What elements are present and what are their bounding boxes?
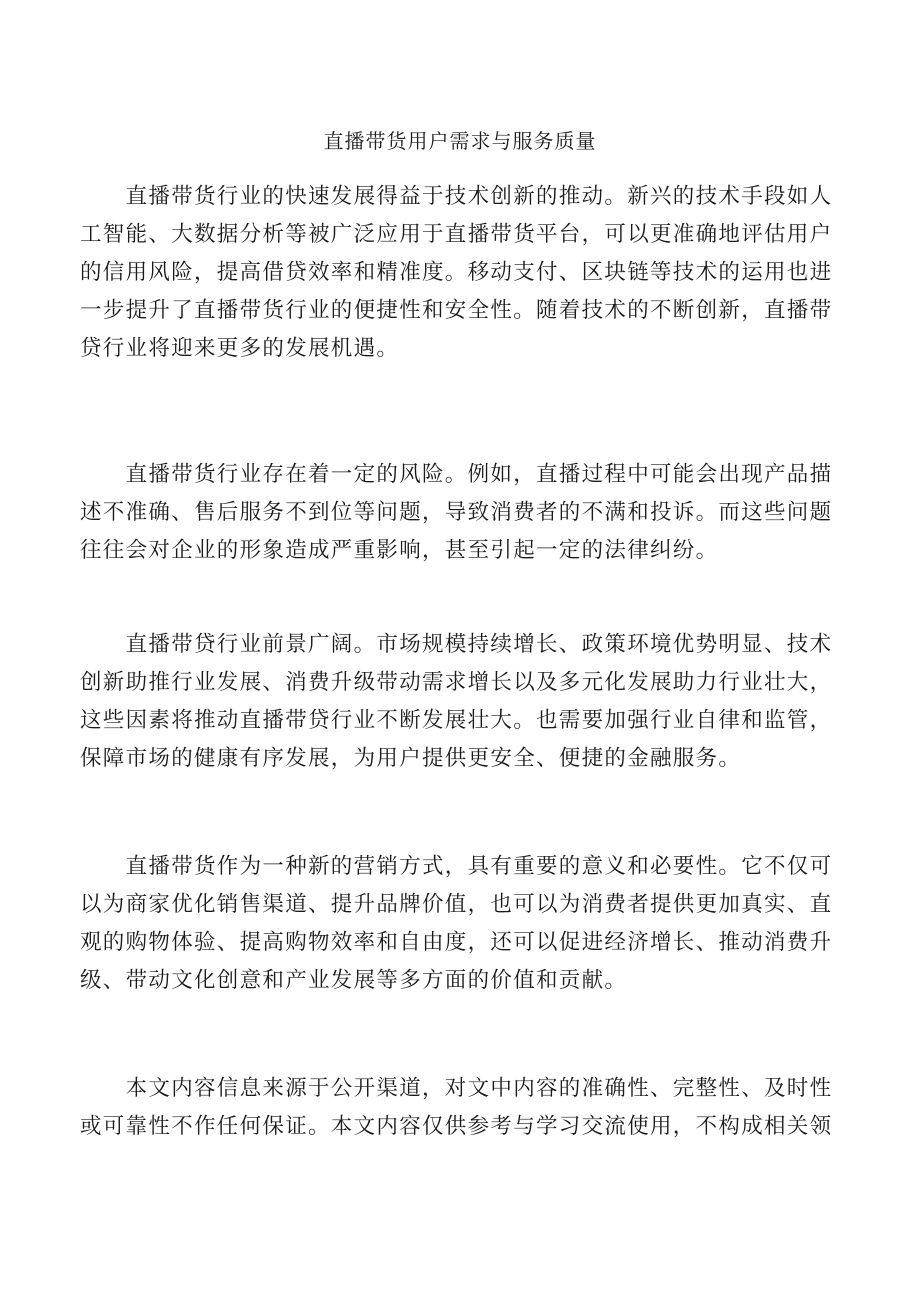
paragraph-line: 一步提升了直播带货行业的便捷性和安全性。随着技术的不断创新，直播带 bbox=[80, 298, 833, 323]
paragraph-line: 贷行业将迎来更多的发展机遇。 bbox=[80, 336, 400, 361]
paragraph-line: 本文内容信息来源于公开渠道，对文中内容的准确性、完整性、及时性 bbox=[80, 1076, 833, 1101]
paragraph-line: 直播带贷行业前景广阔。市场规模持续增长、政策环境优势明显、技术 bbox=[80, 632, 833, 657]
paragraph-line: 述不准确、售后服务不到位等问题，导致消费者的不满和投诉。而这些问题 bbox=[80, 500, 833, 525]
paragraph-1 bbox=[80, 178, 844, 368]
paragraph-line: 这些因素将推动直播带贷行业不断发展壮大。也需要加强行业自律和监管， bbox=[80, 708, 833, 733]
paragraph-3 bbox=[80, 626, 844, 778]
paragraph-line: 直播带货行业的快速发展得益于技术创新的推动。新兴的技术手段如人 bbox=[80, 184, 833, 209]
paragraph-line: 级、带动文化创意和产业发展等多方面的价值和贡献。 bbox=[80, 968, 628, 993]
paragraph-4 bbox=[80, 848, 844, 1000]
paragraph-line: 以为商家优化销售渠道、提升品牌价值，也可以为消费者提供更加真实、直 bbox=[80, 892, 833, 917]
paragraph-2 bbox=[80, 456, 844, 570]
paragraph-line: 的信用风险，提高借贷效率和精准度。移动支付、区块链等技术的运用也进 bbox=[80, 260, 833, 285]
paragraph-line: 直播带货行业存在着一定的风险。例如，直播过程中可能会出现产品描 bbox=[80, 462, 833, 487]
paragraph-line: 直播带货作为一种新的营销方式，具有重要的意义和必要性。它不仅可 bbox=[80, 854, 833, 879]
paragraph-line: 工智能、大数据分析等被广泛应用于直播带货平台，可以更准确地评估用户 bbox=[80, 222, 833, 247]
paragraph-line: 观的购物体验、提高购物效率和自由度，还可以促进经济增长、推动消费升 bbox=[80, 930, 833, 955]
paragraph-line: 往往会对企业的形象造成严重影响，甚至引起一定的法律纠纷。 bbox=[80, 538, 719, 563]
paragraph-line: 保障市场的健康有序发展，为用户提供更安全、便捷的金融服务。 bbox=[80, 746, 742, 771]
document-title: 直播带货用户需求与服务质量 bbox=[323, 129, 597, 153]
paragraph-5 bbox=[80, 1070, 844, 1146]
paragraph-line: 或可靠性不作任何保证。本文内容仅供参考与学习交流使用，不构成相关领 bbox=[80, 1114, 833, 1139]
paragraph-line: 创新助推行业发展、消费升级带动需求增长以及多元化发展助力行业壮大， bbox=[80, 670, 833, 695]
